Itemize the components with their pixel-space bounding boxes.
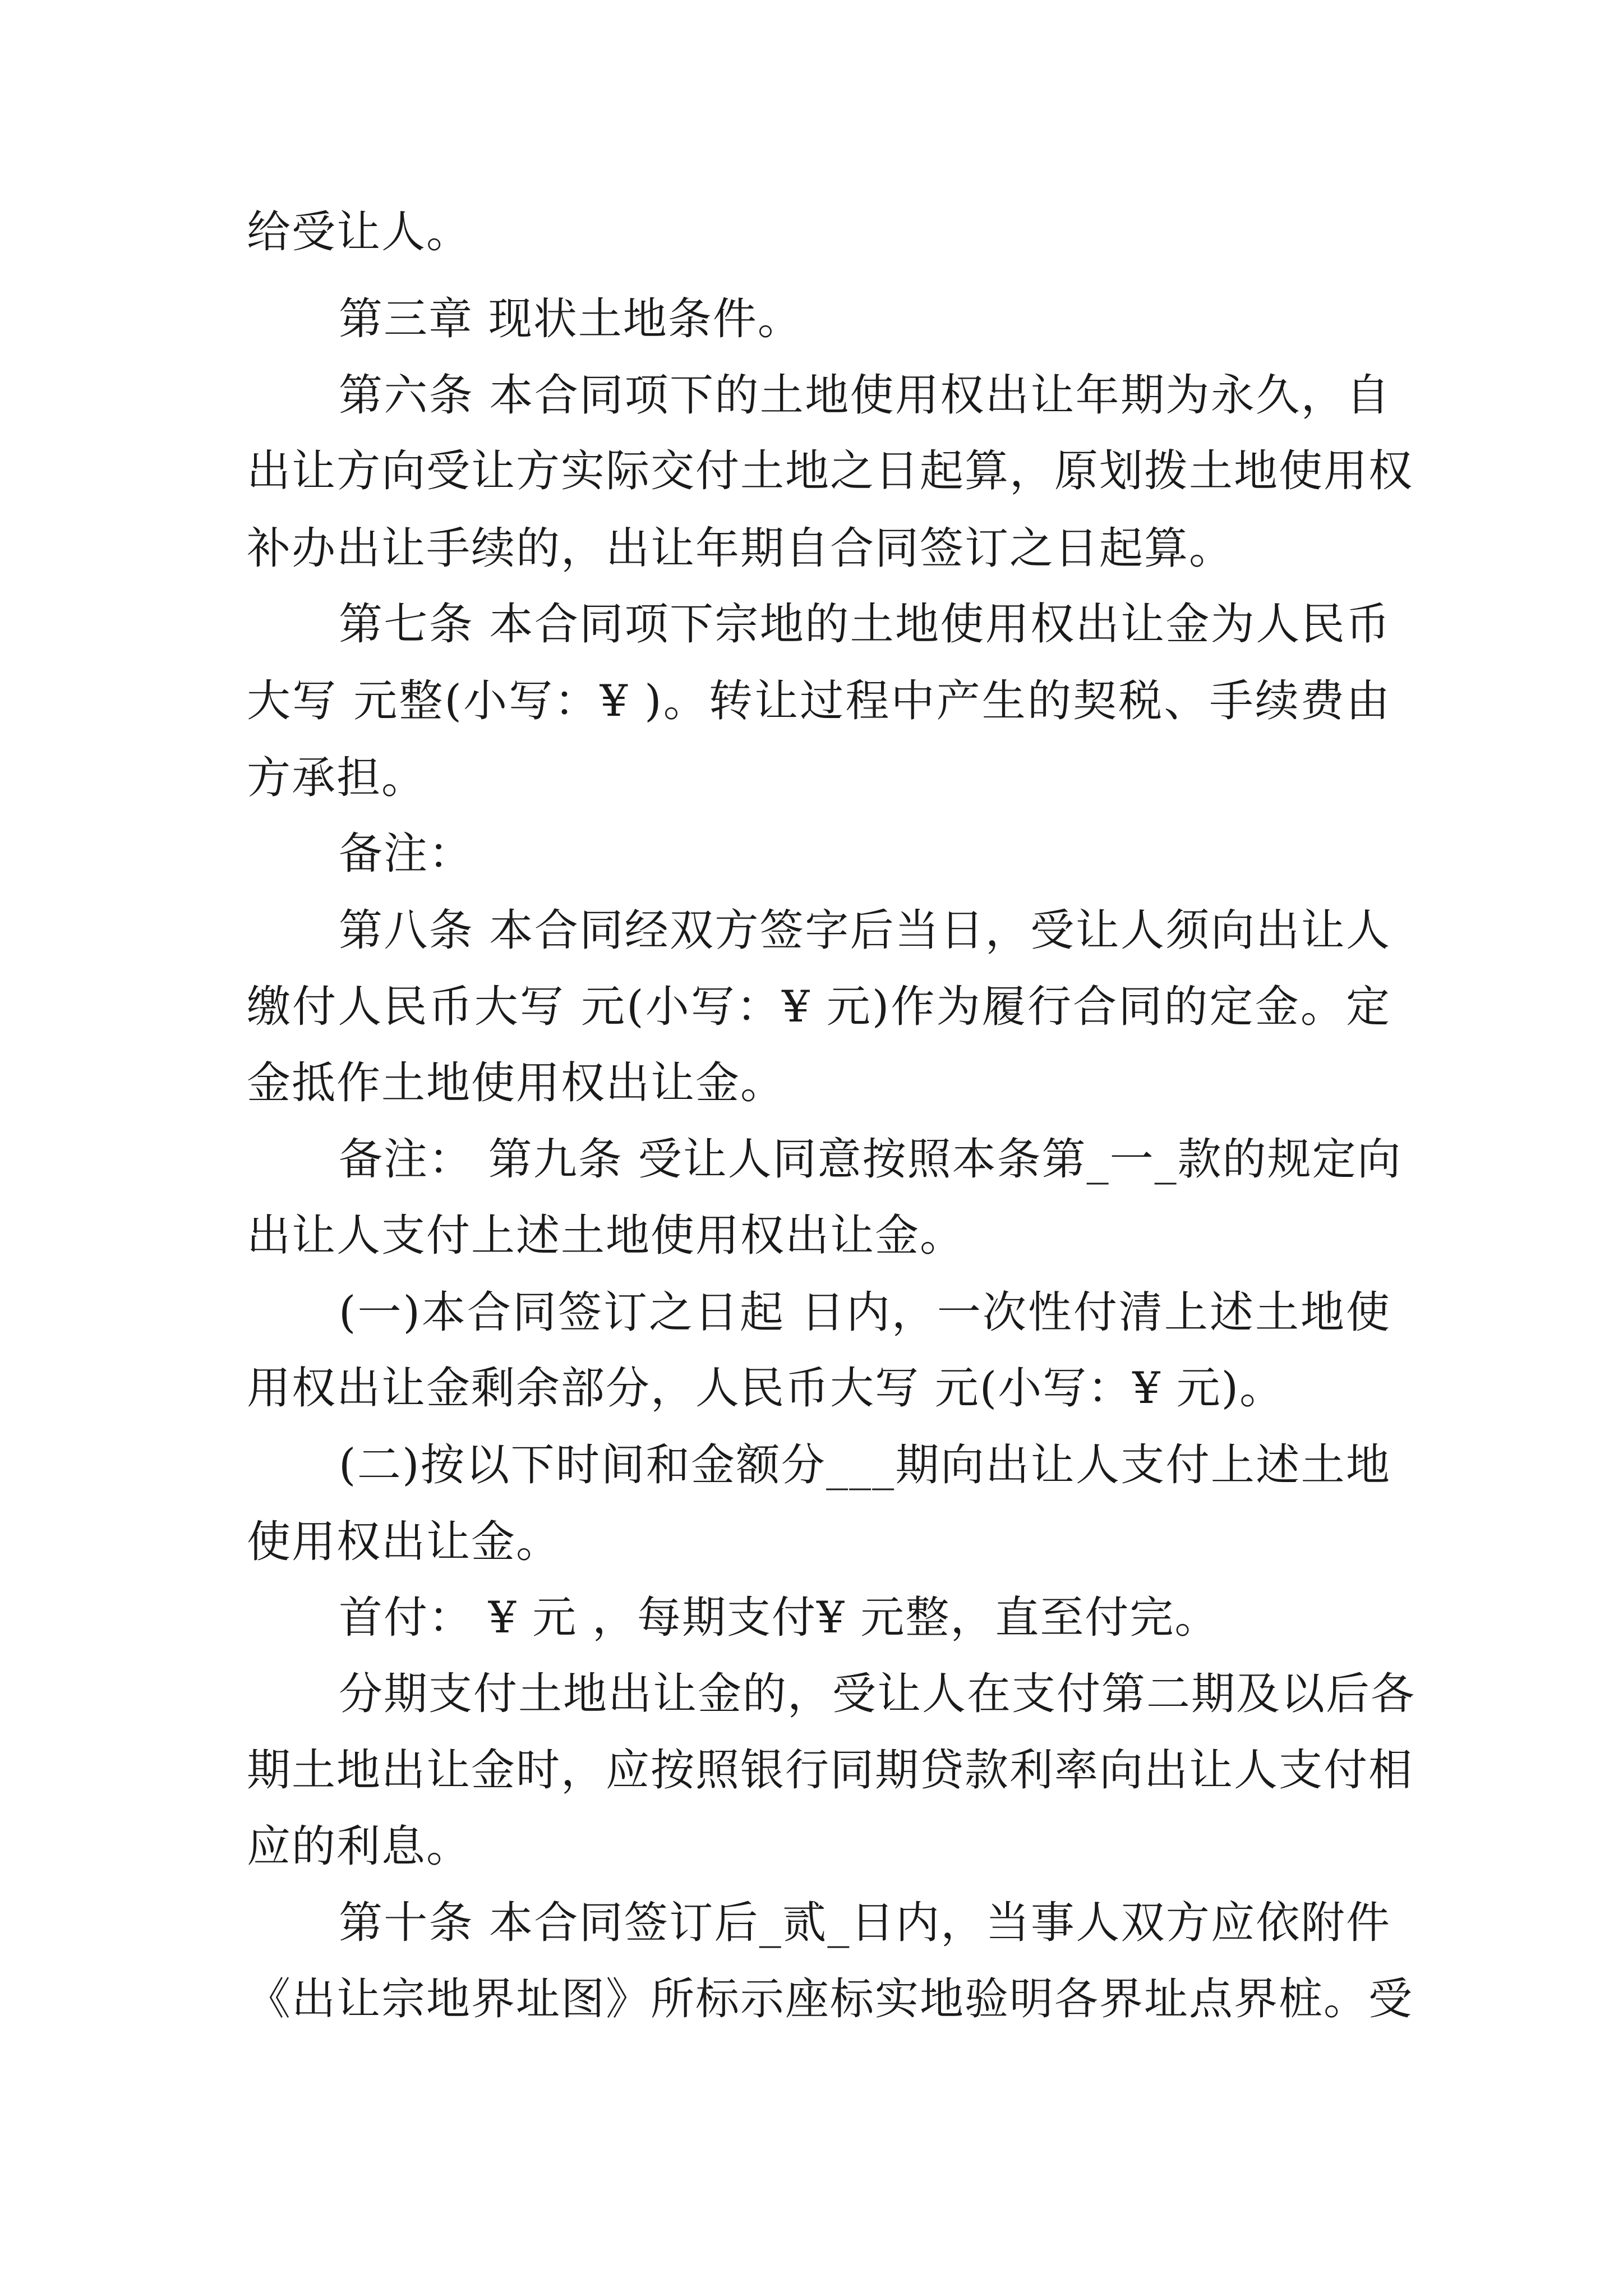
installment-line-1: 分期支付土地出让金的，受让人在支付第二期及以后各 [339,1669,1416,1719]
clause-1-line-1: (一)本合同签订之日起 日内，一次性付清上述土地使 [339,1287,1391,1338]
article-10-line-2: 《出让宗地界址图》所标示座标实地验明各界址点界桩。受 [247,1974,1414,2024]
article-8-line-3: 金抵作土地使用权出让金。 [247,1058,786,1108]
article-8-line-1: 第八条 本合同经双方签字后当日，受让人须向出让人 [339,905,1391,956]
text-line: 给受让人。 [247,207,472,257]
installment-line-3: 应的利息。 [247,1821,472,1872]
article-6-line-2: 出让方向受让方实际交付土地之日起算，原划拨土地使用权 [247,446,1414,496]
article-8-line-2: 缴付人民币大写 元(小写：¥ 元)作为履行合同的定金。定 [247,982,1391,1032]
article-7-line-1: 第七条 本合同项下宗地的土地使用权出让金为人民币 [339,599,1391,650]
installment-line-2: 期土地出让金时，应按照银行同期贷款利率向出让人支付相 [247,1745,1414,1796]
article-6-line-3: 补办出让手续的，出让年期自合同签订之日起算。 [247,523,1234,574]
article-7-line-3: 方承担。 [247,753,427,803]
article-7-line-2: 大写 元整(小写：¥ )。转让过程中产生的契税、手续费由 [247,676,1391,726]
article-10-line-1: 第十条 本合同签订后_贰_日内，当事人双方应依附件 [339,1898,1391,1948]
article-9-line-1: 备注： 第九条 受让人同意按照本条第_一_款的规定向 [339,1134,1402,1185]
article-6-line-1: 第六条 本合同项下的土地使用权出让年期为永久，自 [339,370,1391,421]
first-payment-line: 首付： ¥ 元 ，每期支付¥ 元整，直至付完。 [339,1593,1220,1643]
clause-2-line-1: (二)按以下时间和金额分___期向出让人支付上述土地 [339,1440,1391,1490]
clause-2-line-2: 使用权出让金。 [247,1517,561,1567]
chapter-heading: 第三章 现状土地条件。 [339,294,803,344]
remark-label: 备注： [339,829,474,879]
clause-1-line-2: 用权出让金剩余部分，人民币大写 元(小写：¥ 元)。 [247,1363,1285,1414]
article-9-line-2: 出让人支付上述土地使用权出让金。 [247,1211,965,1261]
